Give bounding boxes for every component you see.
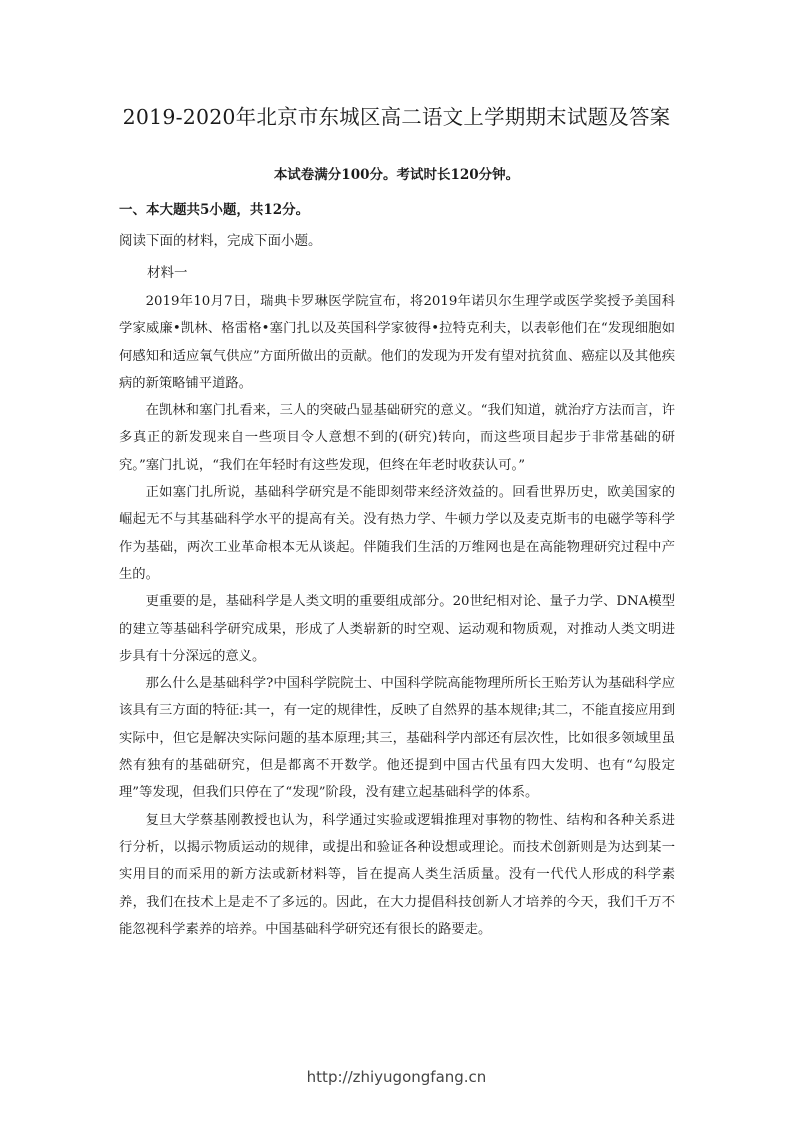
paragraph: 在凯林和塞门扎看来，三人的突破凸显基础研究的意义。“我们知道，就治疗方法而言，许多真正的新发现来自一些项目令人意想不到的(研究)转向，而这些项目起步于非常基础的研究。”塞门扎说，“我们在年轻时有这些发现，但终在年老时收获认可。”: [119, 403, 675, 473]
section-heading: 一、本大题共5小题，共12分。: [119, 202, 310, 218]
source-url[interactable]: http://zhiyugongfang.cn: [306, 1068, 487, 1086]
paragraph: 那么什么是基础科学?中国科学院院士、中国科学院高能物理所所长王贻芳认为基础科学应该具有三方面的特征:其一，有一定的规律性，反映了自然界的基本规律;其二，不能直接应用到实际中，但它是解决实际问题的基本原理;其三，基础科学内部还有层次性，比如很多领域里虽然有独有的基础研究，但是都离不开数学。他还提到中国古代虽有四大发明、也有“勾股定理”等发现，但我们只停在了“发现”阶段，没有建立起基础科学的体系。: [119, 676, 675, 801]
reading-instruction: 阅读下面的材料，完成下面小题。: [119, 233, 322, 249]
paragraph: 正如塞门扎所说，基础科学研究是不能即刻带来经济效益的。回看世界历史，欧美国家的崛起无不与其基础科学水平的提高有关。没有热力学、牛顿力学以及麦克斯韦的电磁学等科学作为基础，两次工业革命根本无从谈起。伴随我们生活的万维网也是在高能物理研究过程中产生的。: [119, 485, 675, 582]
exam-info: 本试卷满分100分。考试时长120分钟。: [273, 167, 520, 183]
paragraph: 更重要的是，基础科学是人类文明的重要组成部分。20世纪相对论、量子力学、DNA模型的建立等基础科学研究成果，形成了人类崭新的时空观、运动观和物质观，对推动人类文明进步具有十分深远的意义。: [119, 594, 675, 664]
material-label: 材料一: [147, 265, 188, 281]
material-body: [119, 288, 675, 943]
paragraph: 复旦大学蔡基刚教授也认为，科学通过实验或逻辑推理对事物的物性、结构和各种关系进行分析，以揭示物质运动的规律，或提出和验证各种设想或理论。而技术创新则是为达到某一实用目的而采用的新方法或新材料等，旨在提高人类生活质量。没有一代代人形成的科学素养，我们在技术上是走不了多远的。因此，在大力提倡科技创新人才培养的今天，我们千万不能忽视科学素养的培养。中国基础科学研究还有很长的路要走。: [119, 812, 675, 937]
document-title: 2019-2020年北京市东城区高二语文上学期期末试题及答案: [122, 105, 671, 129]
paragraph: 2019年10月7日，瑞典卡罗琳医学院宣布，将2019年诺贝尔生理学或医学奖授予美国科学家威廉•凯林、格雷格•塞门扎以及英国科学家彼得•拉特克利夫，以表彰他们在“发现细胞如何感知和适应氧气供应”方面所做出的贡献。他们的发现为开发有望对抗贫血、癌症以及其他疾病的新策略铺平道路。: [119, 294, 675, 391]
